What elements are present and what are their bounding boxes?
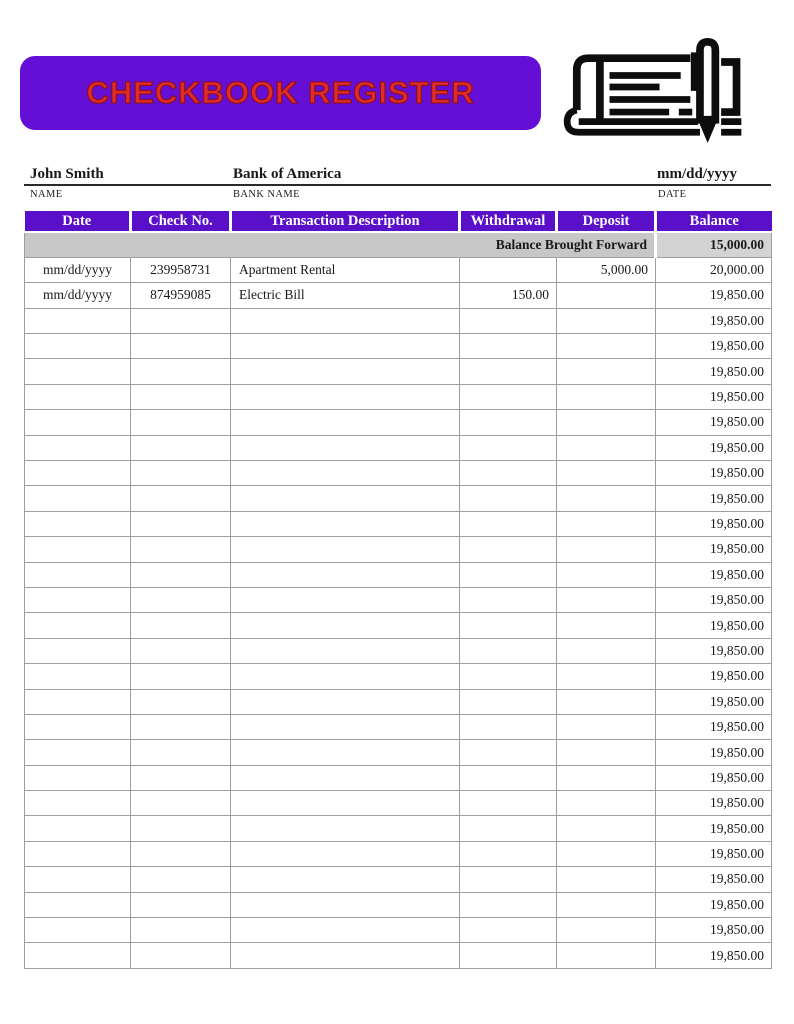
register-table-container — [24, 211, 772, 969]
cell-withdrawal — [460, 334, 557, 359]
cell-balance: 19,850.00 — [656, 613, 772, 638]
cell-deposit — [557, 943, 656, 968]
cell-date — [25, 714, 131, 739]
cell-withdrawal — [460, 714, 557, 739]
cell-date — [25, 486, 131, 511]
table-row — [25, 867, 772, 892]
cell-withdrawal: 150.00 — [460, 283, 557, 308]
table-row — [25, 384, 772, 409]
cell-date — [25, 334, 131, 359]
cell-check-no — [131, 841, 231, 866]
cell-date — [25, 587, 131, 612]
table-row — [25, 613, 772, 638]
cell-check-no: 874959085 — [131, 283, 231, 308]
cell-withdrawal — [460, 537, 557, 562]
cell-balance: 19,850.00 — [656, 892, 772, 917]
cell-deposit — [557, 384, 656, 409]
cell-balance: 19,850.00 — [656, 410, 772, 435]
cell-deposit — [557, 867, 656, 892]
cell-check-no — [131, 689, 231, 714]
table-row — [25, 816, 772, 841]
cell-check-no — [131, 918, 231, 943]
cell-withdrawal — [460, 689, 557, 714]
table-row — [25, 359, 772, 384]
date-value: mm/dd/yyyy — [657, 166, 738, 182]
table-row — [25, 461, 772, 486]
cell-date — [25, 765, 131, 790]
table-row — [25, 257, 772, 282]
cell-withdrawal — [460, 257, 557, 282]
column-header-description: Transaction Description — [231, 211, 460, 232]
cell-description — [231, 765, 460, 790]
cell-description — [231, 867, 460, 892]
cell-description — [231, 816, 460, 841]
cell-description: Electric Bill — [231, 283, 460, 308]
cell-withdrawal — [460, 816, 557, 841]
cell-description — [231, 435, 460, 460]
cell-withdrawal — [460, 943, 557, 968]
cell-deposit — [557, 841, 656, 866]
account-info-values — [24, 164, 771, 186]
cell-deposit — [557, 816, 656, 841]
table-row — [25, 638, 772, 663]
header-row — [25, 211, 772, 232]
bank-name-label: BANK NAME — [233, 189, 300, 200]
cell-withdrawal — [460, 587, 557, 612]
cell-deposit — [557, 486, 656, 511]
cell-date — [25, 613, 131, 638]
cell-deposit — [557, 664, 656, 689]
cell-date — [25, 867, 131, 892]
cell-description — [231, 638, 460, 663]
table-row — [25, 892, 772, 917]
cell-description: Apartment Rental — [231, 257, 460, 282]
table-row — [25, 486, 772, 511]
cell-withdrawal — [460, 867, 557, 892]
cell-balance: 19,850.00 — [656, 918, 772, 943]
cell-check-no — [131, 892, 231, 917]
cell-description — [231, 841, 460, 866]
table-row — [25, 689, 772, 714]
cell-date — [25, 384, 131, 409]
cell-deposit — [557, 613, 656, 638]
cell-date — [25, 511, 131, 536]
cell-deposit — [557, 587, 656, 612]
cell-description — [231, 537, 460, 562]
cell-check-no — [131, 562, 231, 587]
cell-check-no — [131, 613, 231, 638]
cell-withdrawal — [460, 410, 557, 435]
cell-date — [25, 740, 131, 765]
cell-check-no — [131, 638, 231, 663]
cell-description — [231, 689, 460, 714]
cell-balance: 19,850.00 — [656, 791, 772, 816]
cell-check-no — [131, 308, 231, 333]
cell-deposit — [557, 461, 656, 486]
cell-balance: 19,850.00 — [656, 308, 772, 333]
cell-balance: 19,850.00 — [656, 283, 772, 308]
cell-deposit — [557, 740, 656, 765]
table-row — [25, 410, 772, 435]
cell-description — [231, 359, 460, 384]
table-row — [25, 562, 772, 587]
cell-deposit: 5,000.00 — [557, 257, 656, 282]
cell-date — [25, 461, 131, 486]
cell-deposit — [557, 537, 656, 562]
title-banner — [20, 56, 541, 130]
cell-description — [231, 613, 460, 638]
name-label: NAME — [30, 189, 63, 200]
balance-brought-forward-row — [25, 232, 772, 257]
cell-description — [231, 791, 460, 816]
table-row — [25, 511, 772, 536]
column-header-check-no: Check No. — [131, 211, 231, 232]
cell-description — [231, 384, 460, 409]
cell-balance: 19,850.00 — [656, 334, 772, 359]
cell-check-no — [131, 359, 231, 384]
cell-date — [25, 943, 131, 968]
page-title: CHECKBOOK REGISTER — [86, 75, 475, 110]
column-header-withdrawal: Withdrawal — [460, 211, 557, 232]
cell-date — [25, 410, 131, 435]
cell-deposit — [557, 689, 656, 714]
register-table — [24, 211, 772, 969]
cell-check-no — [131, 511, 231, 536]
cell-deposit — [557, 334, 656, 359]
cell-date — [25, 308, 131, 333]
cell-check-no — [131, 461, 231, 486]
table-row — [25, 664, 772, 689]
cell-date — [25, 791, 131, 816]
cell-check-no — [131, 486, 231, 511]
cell-date: mm/dd/yyyy — [25, 283, 131, 308]
cell-check-no — [131, 765, 231, 790]
cell-withdrawal — [460, 613, 557, 638]
cell-check-no — [131, 740, 231, 765]
cell-description — [231, 740, 460, 765]
cell-withdrawal — [460, 359, 557, 384]
cell-date — [25, 537, 131, 562]
cell-balance: 19,850.00 — [656, 867, 772, 892]
cell-deposit — [557, 892, 656, 917]
cell-balance: 19,850.00 — [656, 841, 772, 866]
cell-balance: 19,850.00 — [656, 384, 772, 409]
cell-withdrawal — [460, 765, 557, 790]
cell-balance: 19,850.00 — [656, 664, 772, 689]
checkbook-pen-icon — [546, 28, 750, 148]
table-row — [25, 765, 772, 790]
cell-deposit — [557, 435, 656, 460]
cell-check-no — [131, 816, 231, 841]
cell-date — [25, 892, 131, 917]
cell-check-no — [131, 943, 231, 968]
cell-deposit — [557, 918, 656, 943]
cell-date — [25, 816, 131, 841]
cell-withdrawal — [460, 486, 557, 511]
register-table-body — [25, 232, 772, 968]
cell-description — [231, 714, 460, 739]
cell-balance: 20,000.00 — [656, 257, 772, 282]
cell-balance: 19,850.00 — [656, 511, 772, 536]
cell-balance: 19,850.00 — [656, 435, 772, 460]
cell-withdrawal — [460, 918, 557, 943]
cell-description — [231, 943, 460, 968]
cell-description — [231, 918, 460, 943]
cell-date — [25, 562, 131, 587]
cell-date — [25, 359, 131, 384]
cell-date — [25, 664, 131, 689]
cell-check-no — [131, 791, 231, 816]
table-row — [25, 714, 772, 739]
cell-balance: 19,850.00 — [656, 562, 772, 587]
cell-description — [231, 334, 460, 359]
cell-deposit — [557, 410, 656, 435]
cell-deposit — [557, 359, 656, 384]
cell-withdrawal — [460, 740, 557, 765]
table-row — [25, 334, 772, 359]
cell-deposit — [557, 308, 656, 333]
cell-date: mm/dd/yyyy — [25, 257, 131, 282]
cell-balance: 19,850.00 — [656, 816, 772, 841]
cell-balance: 19,850.00 — [656, 359, 772, 384]
cell-deposit — [557, 283, 656, 308]
cell-check-no — [131, 410, 231, 435]
table-row — [25, 740, 772, 765]
cell-withdrawal — [460, 791, 557, 816]
account-info-labels — [24, 189, 771, 205]
cell-description — [231, 308, 460, 333]
bank-name-value: Bank of America — [233, 166, 342, 182]
cell-description — [231, 486, 460, 511]
column-header-date: Date — [25, 211, 131, 232]
cell-balance: 19,850.00 — [656, 461, 772, 486]
cell-deposit — [557, 562, 656, 587]
cell-check-no — [131, 664, 231, 689]
cell-withdrawal — [460, 461, 557, 486]
table-row — [25, 587, 772, 612]
cell-balance: 19,850.00 — [656, 537, 772, 562]
cell-balance: 19,850.00 — [656, 765, 772, 790]
balance-brought-forward-label: Balance Brought Forward — [25, 232, 656, 257]
cell-description — [231, 892, 460, 917]
table-row — [25, 918, 772, 943]
cell-check-no — [131, 334, 231, 359]
cell-withdrawal — [460, 384, 557, 409]
cell-check-no — [131, 537, 231, 562]
cell-withdrawal — [460, 892, 557, 917]
cell-withdrawal — [460, 435, 557, 460]
cell-check-no — [131, 435, 231, 460]
cell-balance: 19,850.00 — [656, 587, 772, 612]
cell-withdrawal — [460, 638, 557, 663]
cell-date — [25, 841, 131, 866]
table-row — [25, 283, 772, 308]
register-table-header — [25, 211, 772, 232]
cell-check-no — [131, 714, 231, 739]
table-row — [25, 537, 772, 562]
cell-balance: 19,850.00 — [656, 943, 772, 968]
cell-deposit — [557, 511, 656, 536]
cell-deposit — [557, 714, 656, 739]
table-row — [25, 841, 772, 866]
cell-withdrawal — [460, 562, 557, 587]
cell-balance: 19,850.00 — [656, 714, 772, 739]
cell-balance: 19,850.00 — [656, 638, 772, 663]
cell-deposit — [557, 638, 656, 663]
date-label: DATE — [658, 189, 687, 200]
table-row — [25, 308, 772, 333]
cell-description — [231, 511, 460, 536]
cell-description — [231, 410, 460, 435]
table-row — [25, 943, 772, 968]
cell-check-no — [131, 384, 231, 409]
cell-description — [231, 587, 460, 612]
cell-deposit — [557, 765, 656, 790]
cell-check-no — [131, 587, 231, 612]
cell-date — [25, 689, 131, 714]
account-name-value: John Smith — [30, 166, 104, 182]
cell-description — [231, 461, 460, 486]
cell-deposit — [557, 791, 656, 816]
table-row — [25, 791, 772, 816]
cell-description — [231, 664, 460, 689]
cell-withdrawal — [460, 511, 557, 536]
cell-description — [231, 562, 460, 587]
cell-check-no: 239958731 — [131, 257, 231, 282]
cell-check-no — [131, 867, 231, 892]
column-header-deposit: Deposit — [557, 211, 656, 232]
cell-withdrawal — [460, 308, 557, 333]
cell-balance: 19,850.00 — [656, 689, 772, 714]
cell-date — [25, 638, 131, 663]
cell-withdrawal — [460, 664, 557, 689]
cell-balance: 19,850.00 — [656, 486, 772, 511]
balance-brought-forward-amount: 15,000.00 — [656, 232, 772, 257]
cell-balance: 19,850.00 — [656, 740, 772, 765]
column-header-balance: Balance — [656, 211, 772, 232]
cell-date — [25, 918, 131, 943]
cell-withdrawal — [460, 841, 557, 866]
cell-date — [25, 435, 131, 460]
table-row — [25, 435, 772, 460]
